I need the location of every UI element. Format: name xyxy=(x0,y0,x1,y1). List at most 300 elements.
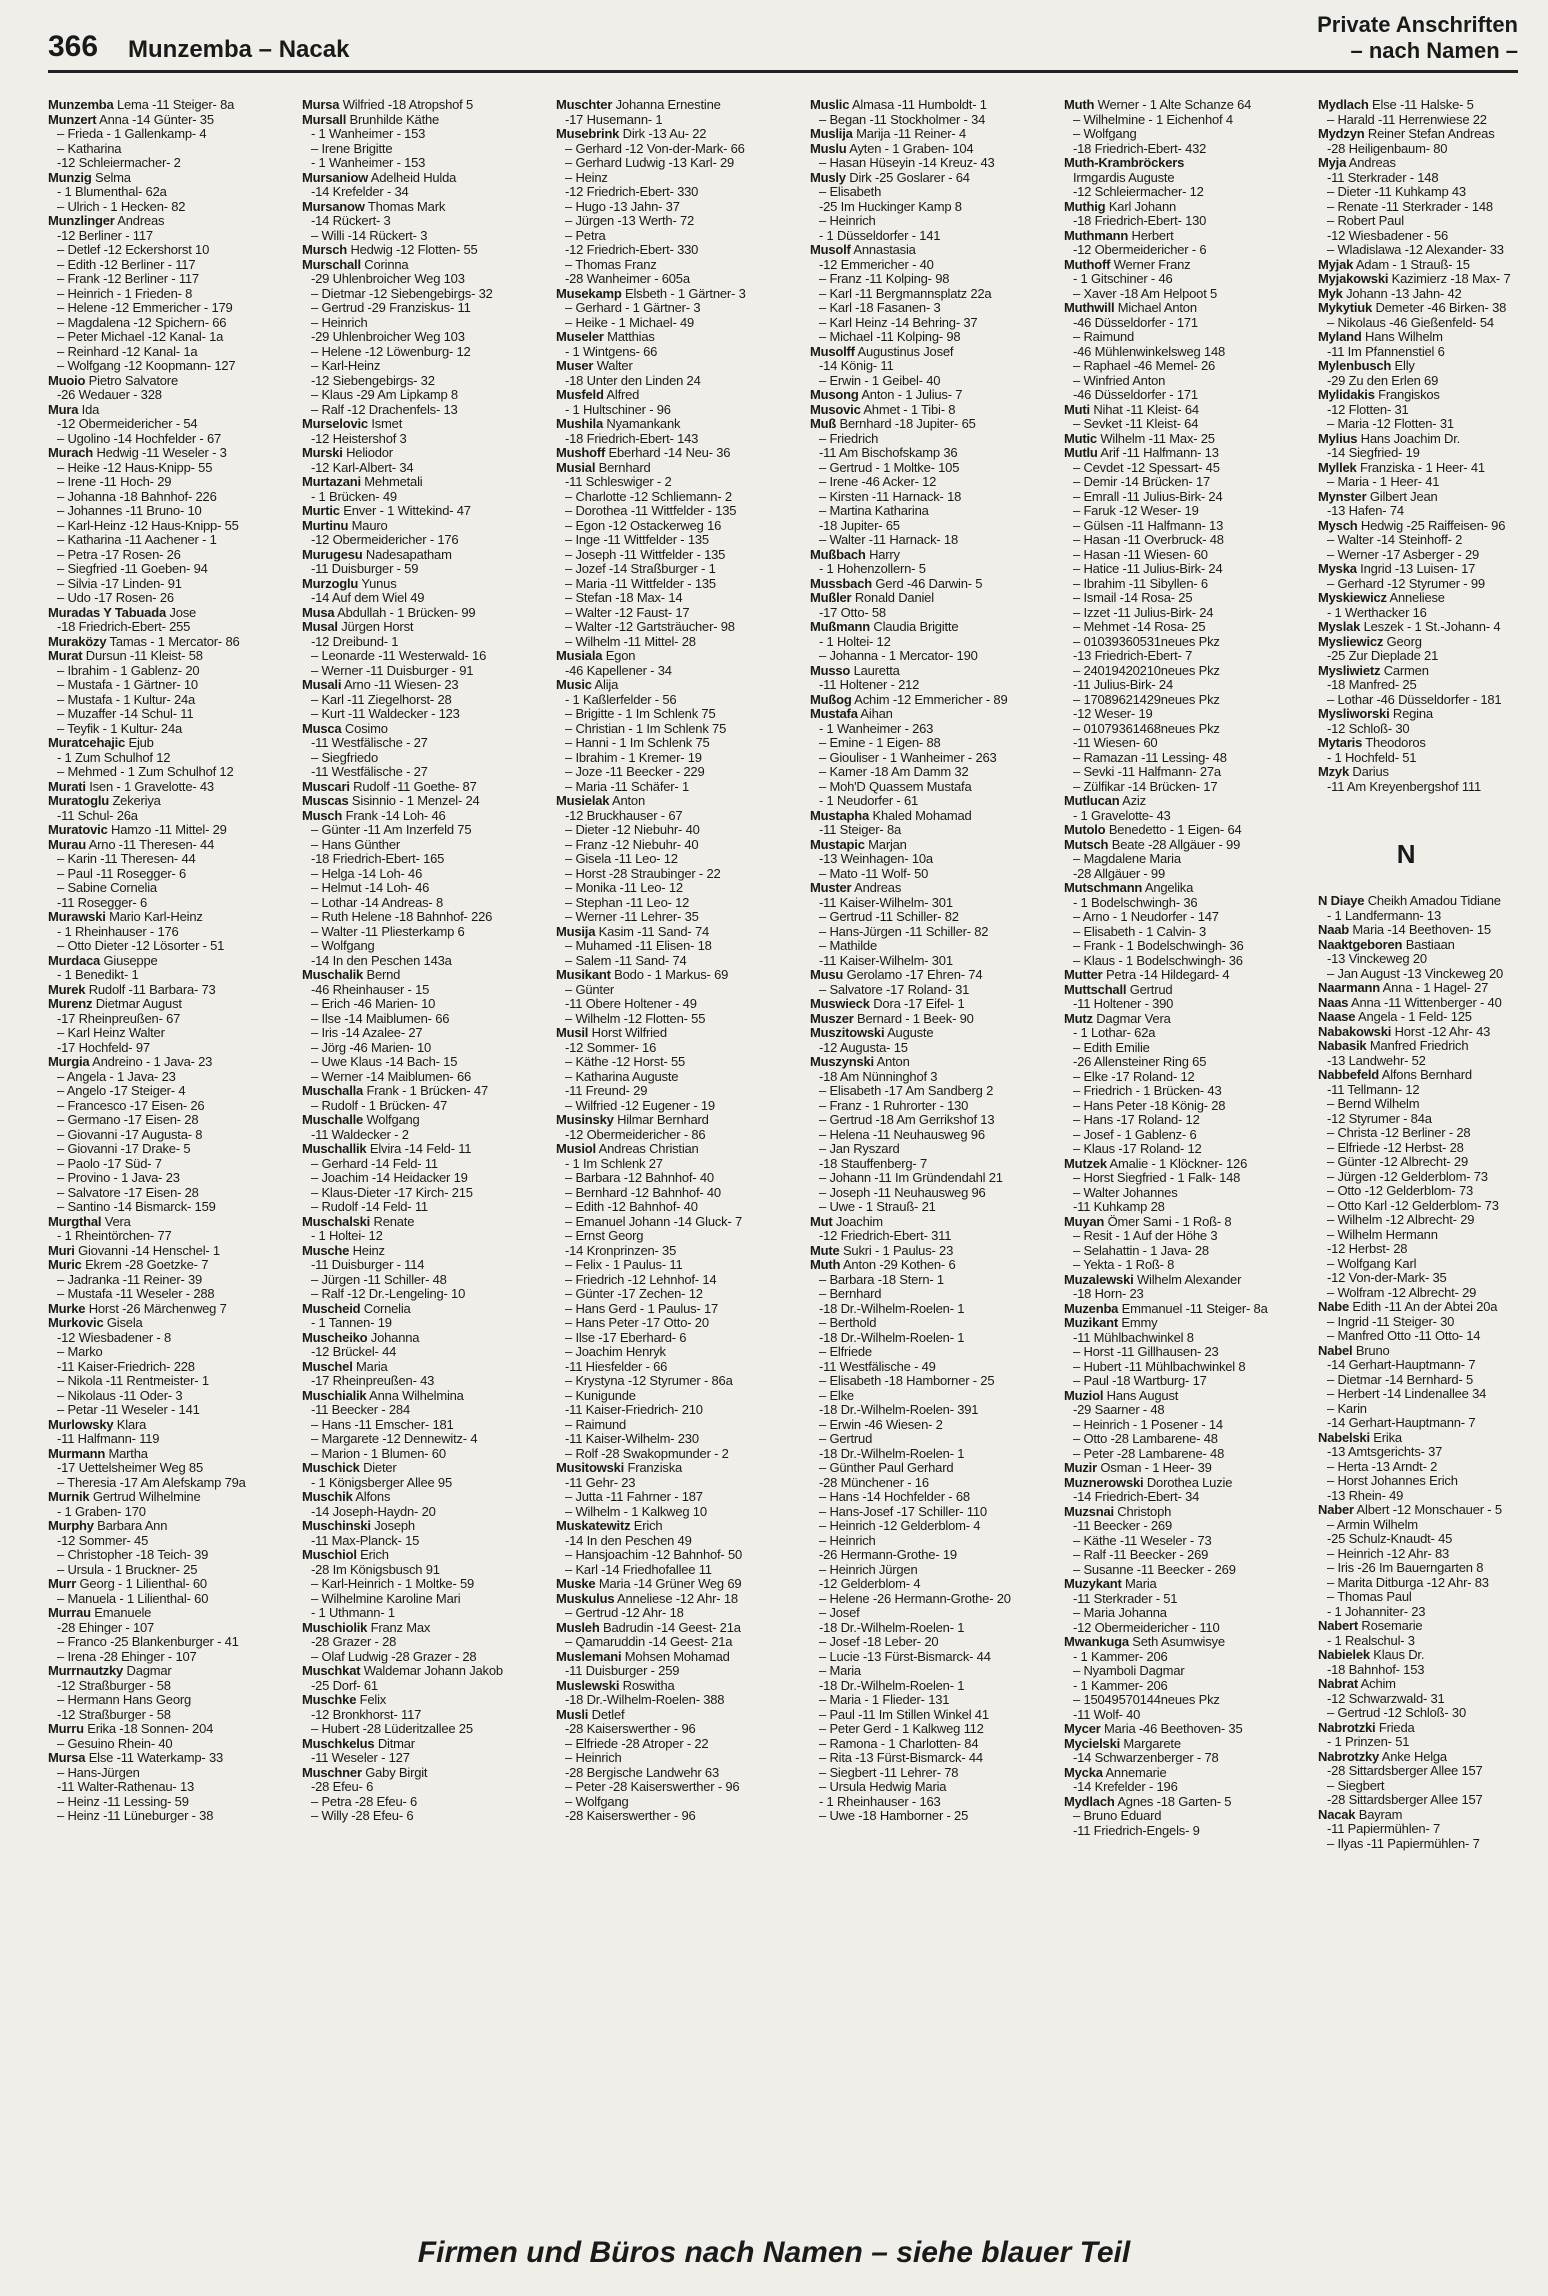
list-item: – Mato -11 Wolf- 50 xyxy=(819,865,929,881)
surname: Muth xyxy=(1064,97,1095,112)
surname: Muschkat xyxy=(302,1663,361,1678)
list-item: - 1 Kammer- 206 xyxy=(1073,1648,1168,1664)
list-item: Musong Anton - 1 Julius- 7 xyxy=(810,387,963,402)
list-item: – Nikolaus -11 Oder- 3 xyxy=(57,1387,183,1403)
surname: Museler xyxy=(556,329,604,344)
list-item: -17 Husemann- 1 xyxy=(565,111,663,127)
list-item: – Ralf -11 Beecker - 269 xyxy=(1073,1547,1209,1562)
list-item: Murlowsky Klara xyxy=(48,1416,147,1432)
list-item: -12 Herbst- 28 xyxy=(1327,1241,1408,1256)
header-rule xyxy=(48,70,1518,73)
list-item: – Nyamboli Dagmar xyxy=(1073,1663,1185,1678)
list-item: – Maria - 1 Heer- 41 xyxy=(1327,474,1440,489)
list-item: – Hans -11 Emscher- 181 xyxy=(311,1416,454,1432)
list-item: – Jozef -14 Straßburger - 1 xyxy=(565,561,716,576)
list-item: - 1 Wanheimer - 263 xyxy=(819,720,934,736)
list-item: Muszitowski Auguste xyxy=(810,1025,934,1040)
list-item: – Jadranka -11 Reiner- 39 xyxy=(57,1271,203,1287)
list-item: – Willy -28 Efeu- 6 xyxy=(311,1808,414,1823)
list-item: – Resit - 1 Auf der Höhe 3 xyxy=(1073,1228,1218,1243)
surname: Muznerowski xyxy=(1064,1474,1144,1490)
list-item: -14 Gerhart-Hauptmann- 7 xyxy=(1327,1357,1476,1372)
surname: Musebrink xyxy=(556,126,620,141)
list-item: Museler Matthias xyxy=(556,329,655,344)
surname: Mura xyxy=(48,401,79,417)
list-item: Muri Giovanni -14 Henschel- 1 xyxy=(48,1242,220,1258)
list-item: – Rolf -28 Swakopmunder - 2 xyxy=(565,1445,729,1461)
list-item: Muoio Pietro Salvatore xyxy=(48,372,178,388)
list-item: – Germano -17 Eisen- 28 xyxy=(57,1112,199,1127)
list-item: – Willi -14 Rückert- 3 xyxy=(311,227,428,243)
list-item: – Robert Paul xyxy=(1327,213,1404,228)
surname: Muslemani xyxy=(556,1648,622,1664)
list-item: – Kurt -11 Waldecker - 123 xyxy=(311,706,460,721)
surname: Mushila xyxy=(556,416,603,431)
list-item: Nabasik Manfred Friedrich xyxy=(1318,1038,1469,1053)
list-item: -14 Krefelder - 196 xyxy=(1073,1779,1178,1794)
list-item: – Santino -14 Bismarck- 159 xyxy=(57,1199,216,1214)
list-item: – Maria -11 Schäfer- 1 xyxy=(565,778,689,794)
surname: Murrnautzky xyxy=(48,1663,124,1678)
surname: Mylius xyxy=(1318,430,1358,446)
list-item: Mustapha Khaled Mohamad xyxy=(810,807,972,823)
list-item: -18 Friedrich-Ebert- 130 xyxy=(1073,213,1207,228)
surname: Mut xyxy=(810,1213,833,1229)
list-item: Munzlinger Andreas xyxy=(48,213,165,228)
surname: Muszynski xyxy=(810,1054,874,1069)
list-item: Musli Detlef xyxy=(556,1706,625,1722)
list-item: – Walter -11 Harnack- 18 xyxy=(819,532,958,547)
list-item: Muraközy Tamas - 1 Mercator- 86 xyxy=(48,633,240,649)
list-item: Mursanow Thomas Mark xyxy=(302,198,446,214)
surname: Nabelski xyxy=(1318,1429,1370,1445)
list-item: -29 Uhlenbroicher Weg 103 xyxy=(311,329,465,344)
surname: Musong xyxy=(810,387,859,402)
surname: Mursanow xyxy=(302,198,365,214)
list-item: – Käthe -11 Weseler - 73 xyxy=(1073,1532,1212,1548)
list-item: Murugesu Nadesapatham xyxy=(302,546,452,562)
section-title: Private Anschriften xyxy=(1317,12,1518,37)
list-item: -28 Kaiserswerther - 96 xyxy=(565,1808,696,1823)
list-item: – Maria Johanna xyxy=(1073,1605,1167,1620)
list-item: Muskulus Anneliese -12 Ahr- 18 xyxy=(556,1590,738,1606)
list-item: Muschkat Waldemar Johann Jakob xyxy=(302,1663,503,1678)
list-item: – Gertrud -12 Schloß- 30 xyxy=(1327,1705,1466,1720)
list-item: – Karl Heinz Walter xyxy=(57,1025,165,1040)
surname: Musitowski xyxy=(556,1460,625,1475)
list-item: -11 Friedrich-Engels- 9 xyxy=(1073,1822,1200,1838)
list-item: -28 Münchener - 16 xyxy=(819,1474,929,1490)
list-item: Mura Ida xyxy=(48,401,100,417)
surname: Mussbach xyxy=(810,575,872,591)
list-item: Mycka Annemarie xyxy=(1064,1764,1167,1780)
list-item: – Christa -12 Berliner - 28 xyxy=(1327,1125,1471,1140)
surname: Murtic xyxy=(302,503,340,518)
list-item: – Günther Paul Gerhard xyxy=(819,1460,954,1475)
surname: Muttschall xyxy=(1064,981,1127,997)
list-item: – Dieter -11 Kuhkamp 43 xyxy=(1327,184,1466,199)
surname: Mustapha xyxy=(810,807,870,823)
list-item: -11 Rosegger- 6 xyxy=(57,894,147,910)
list-item: Myllek Franziska - 1 Heer- 41 xyxy=(1318,459,1485,475)
list-item: -12 Sommer- 45 xyxy=(57,1532,149,1548)
list-item: – Hans-Josef -17 Schiller- 110 xyxy=(819,1503,987,1519)
list-item: - 1 Hochfeld- 51 xyxy=(1327,749,1417,765)
list-item: -11 Freund- 29 xyxy=(565,1083,648,1098)
list-item: – Gertrud -29 Franziskus- 11 xyxy=(311,300,471,315)
list-item: -18 Jupiter- 65 xyxy=(819,517,900,533)
list-item: Musso Lauretta xyxy=(810,662,900,678)
list-item: - 1 Johanniter- 23 xyxy=(1327,1603,1426,1619)
list-item: Musolf Annastasia xyxy=(810,242,916,257)
list-item: -11 Sterkrader - 51 xyxy=(1073,1590,1178,1606)
surname: Naab xyxy=(1318,922,1349,937)
list-item: – Franz -12 Niebuhr- 40 xyxy=(565,836,699,852)
surname: Murugesu xyxy=(302,546,363,562)
list-item: – Gertrud xyxy=(819,1431,873,1446)
list-item: – Hubert -28 Lüderitzallee 25 xyxy=(311,1721,473,1736)
list-item: Naber Albert -12 Monschauer - 5 xyxy=(1318,1502,1502,1517)
list-item: -11 Westfälische - 49 xyxy=(819,1358,936,1374)
list-item: -28 Ehinger - 107 xyxy=(57,1619,155,1635)
list-item: Muscari Rudolf -11 Goethe- 87 xyxy=(302,778,477,794)
list-item: -18 Dr.-Wilhelm-Roelen- 1 xyxy=(819,1329,965,1345)
list-item: – Joachim Henryk xyxy=(565,1344,666,1359)
list-item: - 1 Kammer- 206 xyxy=(1073,1677,1168,1693)
list-item: -12 Schloß- 30 xyxy=(1327,720,1410,736)
list-item: Nabrotzky Anke Helga xyxy=(1318,1748,1447,1764)
column-4 xyxy=(810,97,1011,2223)
list-item: Mysliworski Regina xyxy=(1318,706,1433,721)
list-item: – Heinrich - 1 Frieden- 8 xyxy=(57,285,193,301)
list-item: – Irene -11 Hoch- 29 xyxy=(57,474,172,489)
list-item: -12 Obermeidericher - 110 xyxy=(1073,1619,1220,1635)
list-item: – Elfriede -12 Herbst- 28 xyxy=(1327,1139,1464,1155)
list-item: -11 Waldecker - 2 xyxy=(311,1126,409,1142)
list-item: Musija Kasim -11 Sand- 74 xyxy=(556,923,710,939)
list-item: – Hans -17 Roland- 12 xyxy=(1073,1112,1200,1127)
surname: Mursa xyxy=(48,1750,86,1765)
surname: Muyan xyxy=(1064,1213,1105,1229)
column-6 xyxy=(1318,97,1511,2223)
surname: Murati xyxy=(48,778,86,794)
list-item: Mushoff Eberhard -14 Neu- 36 xyxy=(556,445,731,460)
surname: Muschalle xyxy=(302,1112,364,1127)
list-item: Mytaris Theodoros xyxy=(1318,735,1426,750)
list-item: Muszer Bernard - 1 Beek- 90 xyxy=(810,1010,974,1026)
list-item: – Karl -18 Fasanen- 3 xyxy=(819,300,941,315)
list-item: Muschner Gaby Birgit xyxy=(302,1764,428,1780)
list-item: Nabakowski Horst -12 Ahr- 43 xyxy=(1318,1023,1491,1039)
list-item: – Bernhard xyxy=(819,1286,882,1301)
list-item: – Kamer -18 Am Damm 32 xyxy=(819,764,969,779)
list-item: – Johanna - 1 Mercator- 190 xyxy=(819,648,978,663)
list-item: -18 Dr.-Wilhelm-Roelen- 1 xyxy=(819,1677,965,1693)
list-item: – Emrall -11 Julius-Birk- 24 xyxy=(1073,488,1223,504)
list-item: Mutschmann Angelika xyxy=(1064,880,1194,895)
list-item: -29 Saarner - 48 xyxy=(1073,1402,1165,1417)
list-item: – Jan Ryszard xyxy=(819,1141,900,1156)
list-item: – Heinz -11 Lessing- 59 xyxy=(57,1793,189,1809)
list-item: Murschall Corinna xyxy=(302,256,409,272)
surname: Muschiolik xyxy=(302,1619,368,1635)
list-item: – Franco -25 Blankenburger - 41 xyxy=(57,1634,239,1649)
list-item: – Frank -12 Berliner - 117 xyxy=(57,271,199,286)
list-item: Murek Rudolf -11 Barbara- 73 xyxy=(48,981,216,997)
list-item: – Hugo -13 Jahn- 37 xyxy=(565,198,680,214)
list-item: Muslija Marija -11 Reiner- 4 xyxy=(810,126,966,141)
list-item: Muslewski Roswitha xyxy=(556,1677,675,1693)
list-item: - 1 Wanheimer - 153 xyxy=(311,155,426,170)
list-item: – Christopher -18 Teich- 39 xyxy=(57,1547,209,1562)
list-item: -12 Heistershof 3 xyxy=(311,430,407,446)
list-item: – Marita Ditburga -12 Ahr- 83 xyxy=(1327,1574,1489,1590)
list-item: -14 Kronprinzen- 35 xyxy=(565,1242,677,1258)
surname: Myk xyxy=(1318,285,1343,301)
surname: Murzoglu xyxy=(302,575,359,591)
list-item: -11 Wiesen- 60 xyxy=(1073,735,1158,750)
surname: Murgthal xyxy=(48,1213,102,1229)
surname: Naaktgeboren xyxy=(1318,936,1403,952)
surname: Nabe xyxy=(1318,1299,1349,1314)
list-item: -14 Joseph-Haydn- 20 xyxy=(311,1503,436,1519)
list-item: – Ilyas -11 Papiermühlen- 7 xyxy=(1327,1835,1480,1851)
surname: Murtazani xyxy=(302,474,361,489)
list-item: -13 Weinhagen- 10a xyxy=(819,851,933,866)
surname: Muschinski xyxy=(302,1518,371,1533)
surname: Murru xyxy=(48,1721,84,1736)
list-item: – Karl Heinz -14 Behring- 37 xyxy=(819,314,978,330)
list-item: -18 Dr.-Wilhelm-Roelen- 1 xyxy=(819,1300,965,1316)
list-item: - 1 Holtei- 12 xyxy=(819,633,891,649)
list-item: – Olaf Ludwig -28 Grazer - 28 xyxy=(311,1648,477,1664)
list-item: Murau Arno -11 Theresen- 44 xyxy=(48,836,215,852)
list-item: -12 Gelderblom- 4 xyxy=(819,1576,921,1591)
list-item: - 1 Neudorfer - 61 xyxy=(819,793,919,808)
list-item: Muric Ekrem -28 Goetzke- 7 xyxy=(48,1257,209,1272)
surname: Naase xyxy=(1318,1009,1356,1024)
list-item: – Susanne -11 Beecker - 269 xyxy=(1073,1561,1236,1577)
list-item: – Qamaruddin -14 Geest- 21a xyxy=(565,1634,733,1649)
list-item: – Winfried Anton xyxy=(1073,372,1166,388)
list-item: -11 Am Kreyenbergshof 111 xyxy=(1327,778,1481,794)
surname: Nabakowski xyxy=(1318,1023,1392,1039)
surname: Muszer xyxy=(810,1010,854,1026)
surname: Muscheid xyxy=(302,1300,361,1316)
list-item: – Berthold xyxy=(819,1315,877,1330)
list-item: – Mustafa - 1 Gärtner- 10 xyxy=(57,677,198,692)
surname: Mytaris xyxy=(1318,735,1363,750)
list-item: – Hans Günther xyxy=(311,836,400,852)
surname: Mysliworski xyxy=(1318,706,1390,721)
surname: Murach xyxy=(48,445,94,460)
list-item: -18 Dr.-Wilhelm-Roelen- 1 xyxy=(819,1445,965,1461)
surname: Nabielek xyxy=(1318,1647,1370,1662)
list-item: – Mustafa - 1 Kultur- 24a xyxy=(57,691,196,707)
list-item: – Ralf -12 Drachenfels- 13 xyxy=(311,401,458,417)
list-item: -11 Walter-Rathenau- 13 xyxy=(57,1779,195,1794)
list-item: Musleh Badrudin -14 Geest- 21a xyxy=(556,1619,741,1635)
list-item: – Walter -14 Steinhoff- 2 xyxy=(1327,532,1463,547)
list-item: – Heinrich xyxy=(565,1750,622,1765)
list-item: -17 Hochfeld- 97 xyxy=(57,1039,150,1055)
list-item: -26 Wedauer - 328 xyxy=(57,387,162,402)
list-item: – Werner -11 Duisburger - 91 xyxy=(311,662,474,678)
list-item: Mussbach Gerd -46 Darwin- 5 xyxy=(810,575,983,591)
list-item: - 1 Werthacker 16 xyxy=(1327,604,1427,620)
surname: Mutz xyxy=(1064,1010,1093,1026)
list-item: -12 Emmericher - 40 xyxy=(819,256,934,272)
list-item: -12 Obermeidericher - 54 xyxy=(57,416,198,431)
list-item: – Otto Karl -12 Gelderblom- 73 xyxy=(1327,1197,1499,1213)
list-item: - 1 Prinzen- 51 xyxy=(1327,1734,1410,1749)
list-item: – Werner -11 Lehrer- 35 xyxy=(565,909,699,924)
list-item: Mutzek Amalie - 1 Klöckner- 126 xyxy=(1064,1155,1248,1171)
surname: Musolf xyxy=(810,242,851,257)
column-2 xyxy=(302,97,503,2223)
list-item: Muschkelus Ditmar xyxy=(302,1735,415,1751)
list-item: - 1 Brücken- 49 xyxy=(311,488,397,504)
list-item: Muth Werner - 1 Alte Schanze 64 xyxy=(1064,97,1252,112)
surname: Muschialik xyxy=(302,1387,367,1403)
surname: Music xyxy=(556,677,592,692)
list-item: Muzenba Emmanuel -11 Steiger- 8a xyxy=(1064,1300,1268,1316)
list-item: – Otto Dieter -12 Lösorter - 51 xyxy=(57,938,225,953)
list-item: – Marko xyxy=(57,1344,103,1359)
list-item: – Izzet -11 Julius-Birk- 24 xyxy=(1073,604,1214,620)
list-item: Muschinski Joseph xyxy=(302,1518,415,1533)
list-item: Muthig Karl Johann xyxy=(1064,198,1176,214)
list-item: – Gerhard - 1 Gärtner- 3 xyxy=(565,300,701,315)
list-item: Muschiolik Franz Max xyxy=(302,1619,431,1635)
surname: Muthwill xyxy=(1064,300,1115,315)
surname: Muri xyxy=(48,1242,75,1258)
list-item: Nabelski Erika xyxy=(1318,1429,1402,1445)
list-item: – Wilfried -12 Eugener - 19 xyxy=(565,1097,715,1113)
page-footer: Firmen und Büros nach Namen – siehe blauer Teil xyxy=(417,2236,1131,2269)
list-item: – Iris -14 Azalee- 27 xyxy=(311,1025,423,1040)
list-item: -11 Holtener - 390 xyxy=(1073,996,1174,1011)
list-item: – Manfred Otto -11 Otto- 14 xyxy=(1327,1328,1481,1343)
list-item: Muschalla Frank - 1 Brücken- 47 xyxy=(302,1083,488,1098)
list-item: -12 Schleiermacher- 2 xyxy=(57,155,181,170)
surname: Murnik xyxy=(48,1489,90,1504)
surname: Mursaniow xyxy=(302,169,369,185)
surname: Muskulus xyxy=(556,1590,615,1606)
list-item: – Heinz xyxy=(565,169,608,185)
list-item: Musolff Augustinus Josef xyxy=(810,343,954,359)
surname: Nabasik xyxy=(1318,1038,1367,1053)
surname: Mußbach xyxy=(810,546,866,562)
list-item: -18 Friedrich-Ebert- 255 xyxy=(57,619,191,634)
list-item: Muscheiko Johanna xyxy=(302,1329,420,1345)
section-subtitle: – nach Namen – xyxy=(1350,38,1518,63)
list-item: – Ruth Helene -18 Bahnhof- 226 xyxy=(311,909,493,924)
list-item: - 1 Wanheimer - 153 xyxy=(311,126,426,141)
list-item: Muß Bernhard -18 Jupiter- 65 xyxy=(810,416,976,431)
list-item: – Udo -17 Rosen- 26 xyxy=(57,590,174,605)
list-item: Murdaca Giuseppe xyxy=(48,952,158,968)
list-item: – Franz -11 Kolping- 98 xyxy=(819,271,950,286)
list-item: Naas Anna -11 Wittenberger - 40 xyxy=(1318,994,1502,1010)
list-item: – Ulrich - 1 Hecken- 82 xyxy=(57,198,186,214)
list-item: – Wolfgang Karl xyxy=(1327,1255,1417,1271)
surname: Murau xyxy=(48,836,87,852)
list-item: – Günter -17 Zechen- 12 xyxy=(565,1286,703,1301)
list-item: Muslemani Mohsen Mohamad xyxy=(556,1648,730,1664)
list-item: -12 Berliner - 117 xyxy=(57,227,153,243)
list-item: -25 Im Huckinger Kamp 8 xyxy=(819,198,962,214)
list-item: Murtic Enver - 1 Wittekind- 47 xyxy=(302,503,471,518)
surname: Mutolo xyxy=(1064,822,1106,837)
list-item: -28 Heiligenbaum- 80 xyxy=(1327,140,1448,156)
list-item: – Wilhelm -12 Flotten- 55 xyxy=(565,1010,706,1026)
list-item: – Krystyna -12 Styrumer - 86a xyxy=(565,1373,733,1388)
list-item: – Peter Michael -12 Kanal- 1a xyxy=(57,329,224,344)
surname: Musinsky xyxy=(556,1112,614,1127)
list-item: – Karl -11 Ziegelhorst- 28 xyxy=(311,691,452,707)
list-item: Mydlach Agnes -18 Garten- 5 xyxy=(1064,1793,1232,1809)
list-item: Musiala Egon xyxy=(556,648,636,663)
list-item: – Gerhard -14 Feld- 11 xyxy=(311,1155,438,1171)
surname: Musiala xyxy=(556,648,603,663)
surname: Murrau xyxy=(48,1605,91,1620)
list-item: Munzemba Lema -11 Steiger- 8a xyxy=(48,97,235,112)
list-item: – Gerhard -12 Styrumer - 99 xyxy=(1327,575,1485,591)
list-item: – Katharina xyxy=(57,140,122,156)
list-item: Muschalski Renate xyxy=(302,1213,415,1229)
list-item: -29 Zu den Erlen 69 xyxy=(1327,372,1439,388)
list-item: – Jan August -13 Vinckeweg 20 xyxy=(1327,965,1504,981)
list-item: – Wilhelmine Karoline Mari xyxy=(311,1590,461,1606)
list-item: – Barbara -12 Bahnhof- 40 xyxy=(565,1170,714,1185)
surname: Murkovic xyxy=(48,1315,104,1330)
list-item: Musal Jürgen Horst xyxy=(302,619,414,634)
list-item: Mursch Hedwig -12 Flotten- 55 xyxy=(302,242,478,257)
list-item: -13 Hafen- 74 xyxy=(1327,503,1404,518)
list-item: – Barbara -18 Stern- 1 xyxy=(819,1271,944,1287)
list-item: – Horst -28 Straubinger - 22 xyxy=(565,865,721,881)
list-item: Mydlach Else -11 Halske- 5 xyxy=(1318,97,1474,112)
list-item: – Gertrud - 1 Moltke- 105 xyxy=(819,459,960,475)
surname: Murr xyxy=(48,1576,77,1591)
list-item: -12 Bruckhauser - 67 xyxy=(565,807,683,823)
list-item: – Gertrud -18 Am Gerrikshof 13 xyxy=(819,1112,995,1127)
list-item: -18 Friedrich-Ebert- 165 xyxy=(311,851,445,866)
list-item: Muthoff Werner Franz xyxy=(1064,256,1191,272)
list-item: Mycer Maria -46 Beethoven- 35 xyxy=(1064,1721,1243,1736)
page-header xyxy=(48,12,1518,70)
list-item: – Ilse -17 Eberhard- 6 xyxy=(565,1329,687,1345)
surname: Murke xyxy=(48,1300,86,1316)
list-item: - 1 Tannen- 19 xyxy=(311,1315,392,1330)
list-item: – Mehmed - 1 Zum Schulhof 12 xyxy=(57,764,234,779)
list-item: -12 Von-der-Mark- 35 xyxy=(1327,1270,1447,1285)
list-item: Muschke Felix xyxy=(302,1692,387,1707)
list-item: – Hasan Hüseyin -14 Kreuz- 43 xyxy=(819,155,995,170)
surname: Muzir xyxy=(1064,1460,1097,1475)
list-item: -14 Friedrich-Ebert- 34 xyxy=(1073,1489,1200,1504)
surname: Muskatewitz xyxy=(556,1518,631,1533)
list-item: - 1 Gravelotte- 43 xyxy=(1073,807,1171,823)
list-item: – Zülfikar -14 Brücken- 17 xyxy=(1073,778,1218,794)
surname: Musali xyxy=(302,677,342,692)
surname: Musleh xyxy=(556,1619,600,1635)
list-item: – Ingrid -11 Steiger- 30 xyxy=(1327,1313,1455,1329)
list-item: Murtinu Mauro xyxy=(302,517,388,533)
list-item: – Salvatore -17 Roland- 31 xyxy=(819,981,970,997)
list-item: -12 Siebengebirgs- 32 xyxy=(311,372,435,388)
